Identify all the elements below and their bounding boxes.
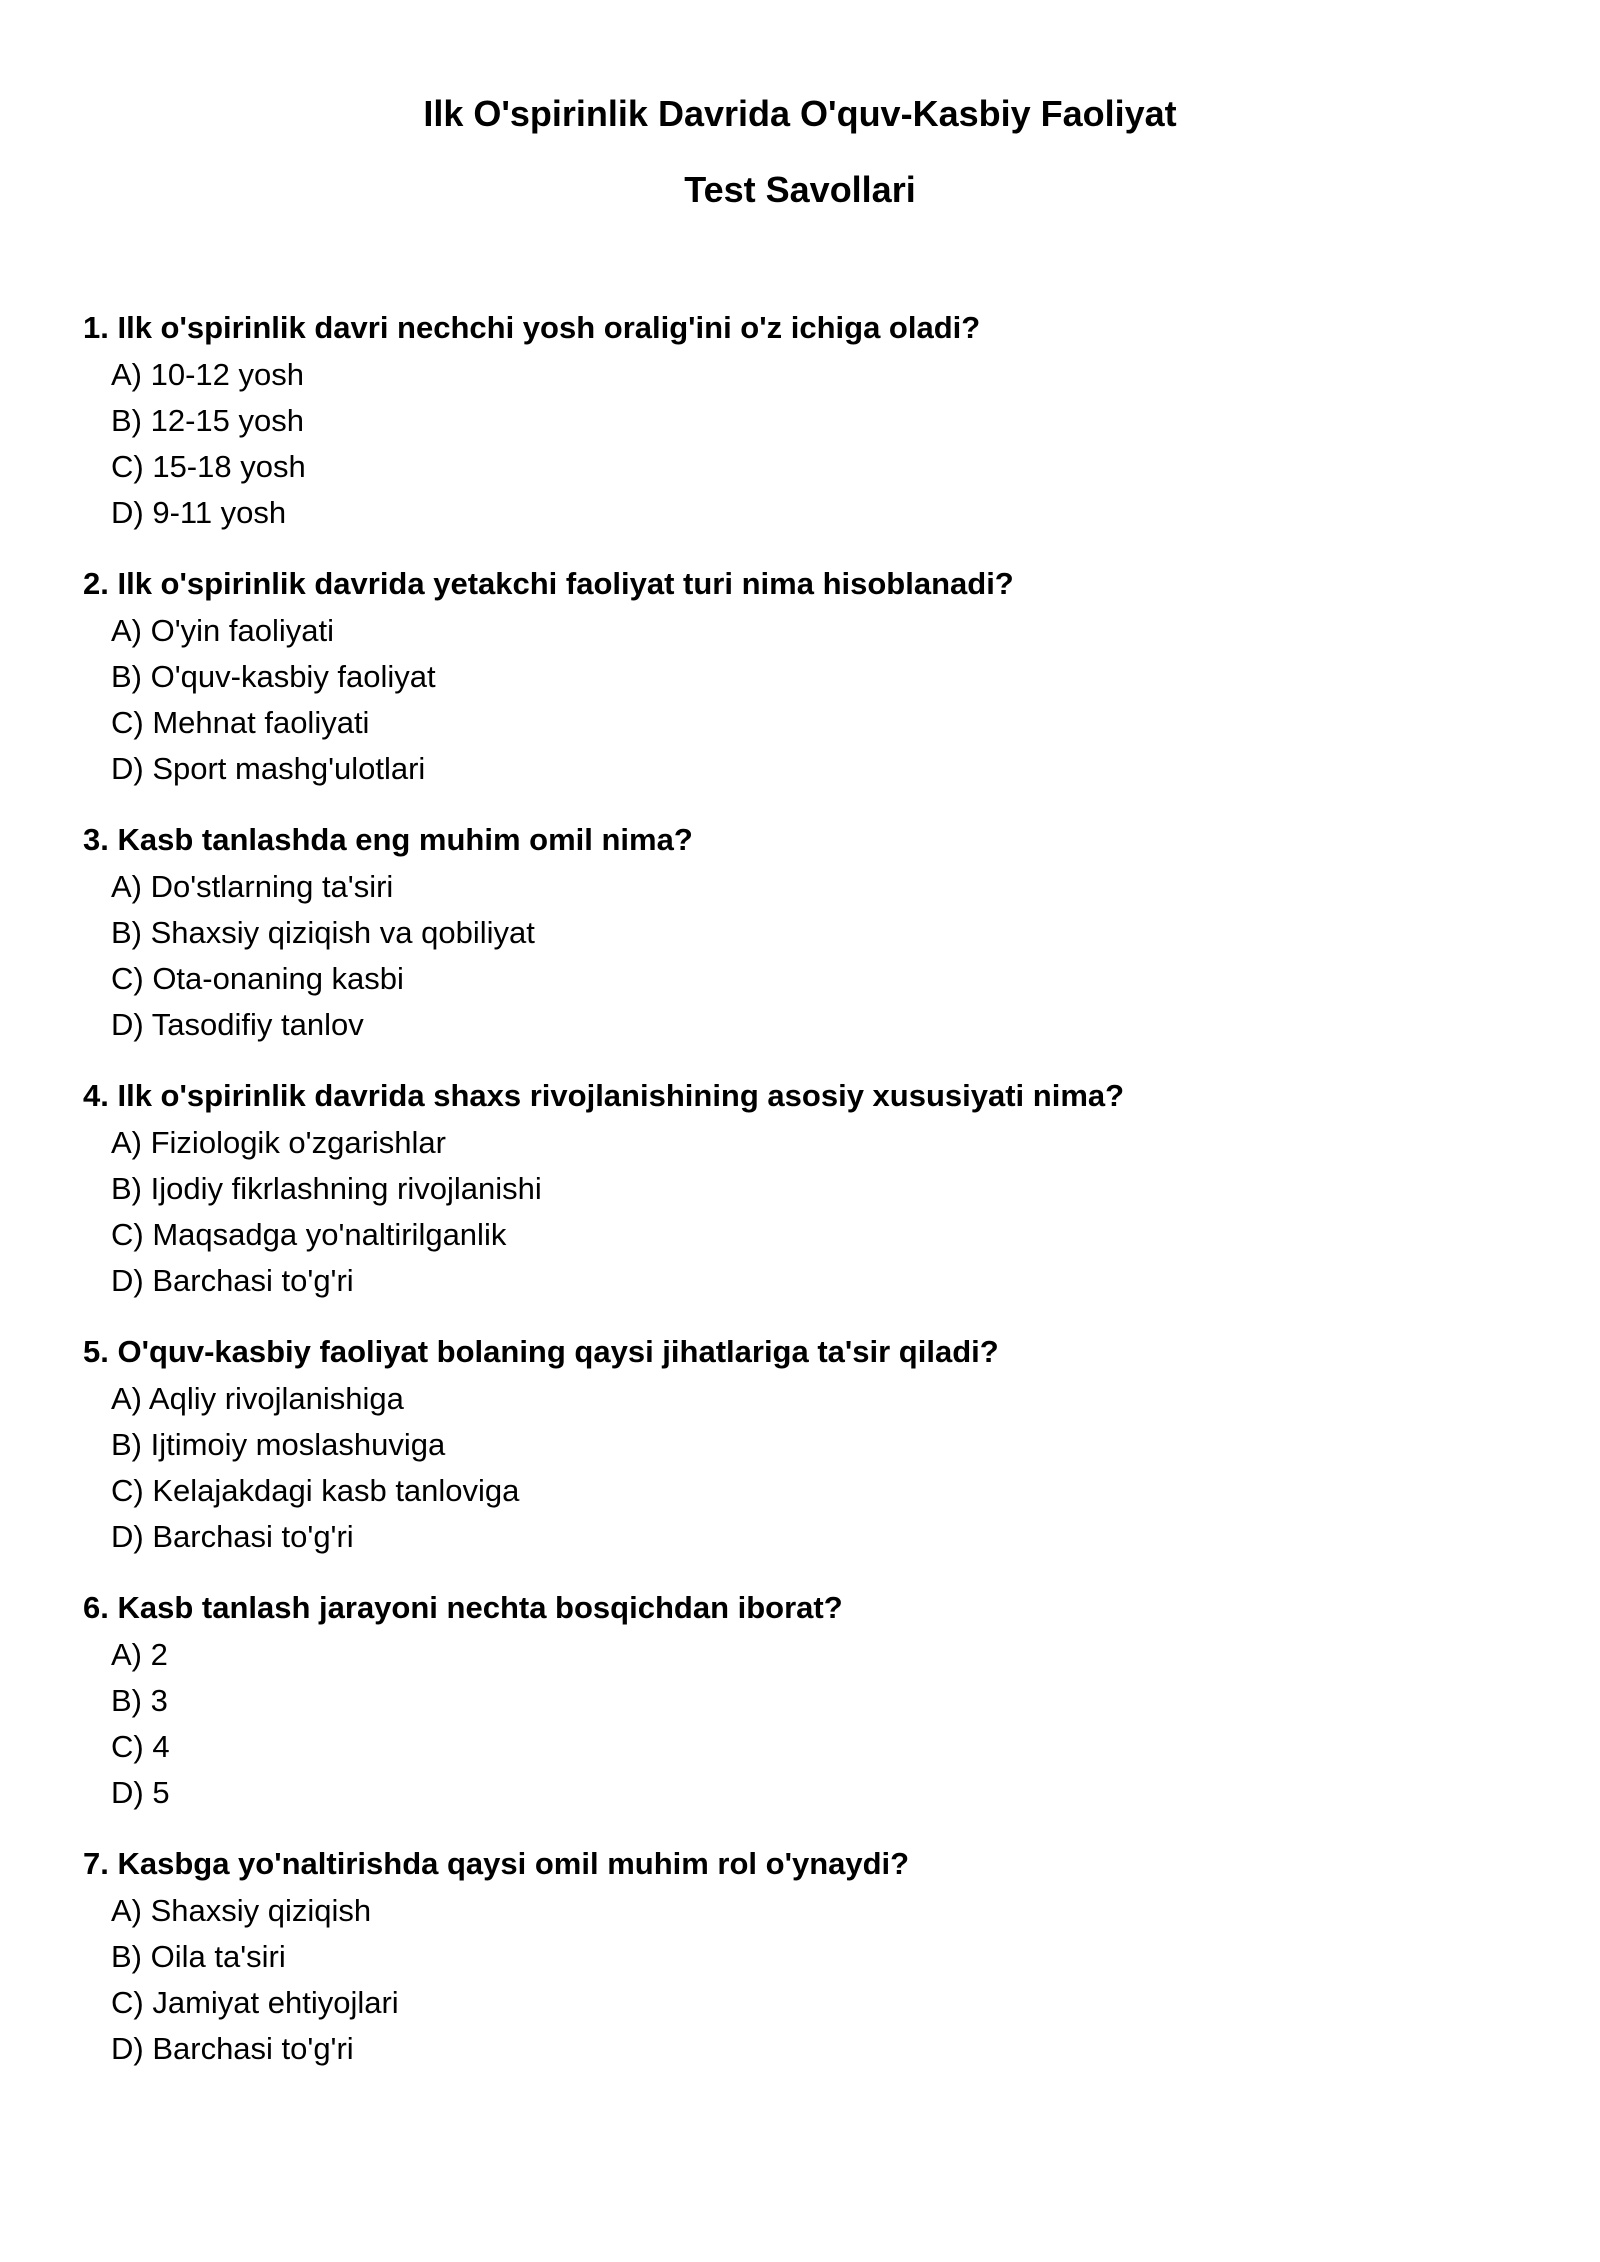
- option-a: A) Aqliy rivojlanishiga: [111, 1381, 404, 1416]
- answer-options: [83, 1120, 1533, 1304]
- option-a: A) Fiziologik o'zgarishlar: [111, 1125, 446, 1160]
- answer-options: [83, 352, 1533, 536]
- answer-options: [83, 864, 1533, 1048]
- option-d: D) Barchasi to'g'ri: [111, 1519, 354, 1554]
- question-text: 4. Ilk o'spirinlik davrida shaxs rivojlanishining asosiy xususiyati nima?: [83, 1078, 1125, 1113]
- question-text: 2. Ilk o'spirinlik davrida yetakchi faoliyat turi nima hisoblanadi?: [83, 566, 1014, 601]
- option-d: D) Tasodifiy tanlov: [111, 1007, 364, 1042]
- question-list: [83, 310, 1533, 2102]
- option-b: B) 3: [111, 1683, 168, 1718]
- option-c: C) Kelajakdagi kasb tanloviga: [111, 1473, 520, 1508]
- question-2: [83, 566, 1533, 792]
- option-b: B) Ijodiy fikrlashning rivojlanishi: [111, 1171, 542, 1206]
- option-b: B) O'quv-kasbiy faoliyat: [111, 659, 436, 694]
- option-a: A) 2: [111, 1637, 168, 1672]
- option-b: B) Ijtimoiy moslashuviga: [111, 1427, 446, 1462]
- option-a: A) O'yin faoliyati: [111, 613, 334, 648]
- option-b: B) Oila ta'siri: [111, 1939, 286, 1974]
- document-subtitle: Test Savollari: [684, 169, 916, 210]
- question-6: [83, 1590, 1533, 1816]
- document-title: Ilk O'spirinlik Davrida O'quv-Kasbiy Faoliyat: [423, 93, 1177, 134]
- answer-options: [83, 1376, 1533, 1560]
- option-d: D) Sport mashg'ulotlari: [111, 751, 426, 786]
- option-c: C) Maqsadga yo'naltirilganlik: [111, 1217, 507, 1252]
- option-a: A) Shaxsiy qiziqish: [111, 1893, 372, 1928]
- question-text: 1. Ilk o'spirinlik davri nechchi yosh oralig'ini o'z ichiga oladi?: [83, 310, 981, 345]
- option-c: C) Ota-onaning kasbi: [111, 961, 404, 996]
- question-7: [83, 1846, 1533, 2072]
- question-5: [83, 1334, 1533, 1560]
- option-d: D) 9-11 yosh: [111, 495, 287, 530]
- question-text: 7. Kasbga yo'naltirishda qaysi omil muhim rol o'ynaydi?: [83, 1846, 910, 1881]
- option-b: B) Shaxsiy qiziqish va qobiliyat: [111, 915, 535, 950]
- question-3: [83, 822, 1533, 1048]
- answer-options: [83, 1888, 1533, 2072]
- option-c: C) 15-18 yosh: [111, 449, 306, 484]
- option-c: C) Mehnat faoliyati: [111, 705, 370, 740]
- option-a: A) Do'stlarning ta'siri: [111, 869, 394, 904]
- option-a: A) 10-12 yosh: [111, 357, 304, 392]
- question-text: 6. Kasb tanlash jarayoni nechta bosqichdan iborat?: [83, 1590, 843, 1625]
- question-text: 3. Kasb tanlashda eng muhim omil nima?: [83, 822, 693, 857]
- question-text: 5. O'quv-kasbiy faoliyat bolaning qaysi jihatlariga ta'sir qiladi?: [83, 1334, 999, 1369]
- question-4: [83, 1078, 1533, 1304]
- option-d: D) 5: [111, 1775, 170, 1810]
- option-c: C) Jamiyat ehtiyojlari: [111, 1985, 399, 2020]
- option-c: C) 4: [111, 1729, 170, 1764]
- answer-options: [83, 608, 1533, 792]
- option-d: D) Barchasi to'g'ri: [111, 2031, 354, 2066]
- question-1: [83, 310, 1533, 536]
- option-d: D) Barchasi to'g'ri: [111, 1263, 354, 1298]
- answer-options: [83, 1632, 1533, 1816]
- option-b: B) 12-15 yosh: [111, 403, 304, 438]
